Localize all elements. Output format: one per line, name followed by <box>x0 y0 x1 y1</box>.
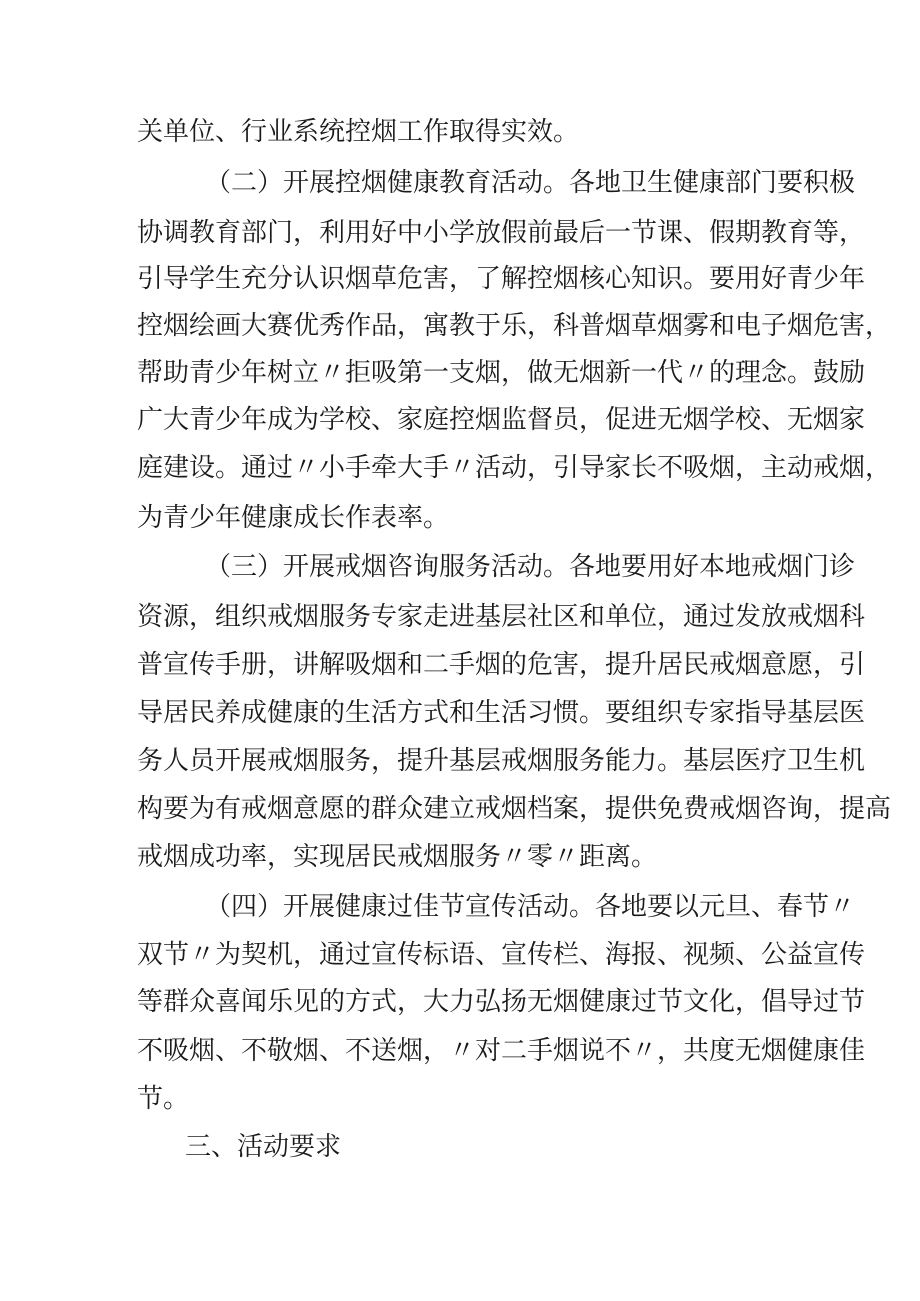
text-line: 帮助青少年树立〃拒吸第一支烟，做无烟新一代〃的理念。鼓励 <box>137 358 866 388</box>
text-line: （四）开展健康过佳节宣传活动。各地要以元旦、春节〃 <box>205 892 856 922</box>
text-line: 普宣传手册，讲解吸烟和二手烟的危害，提升居民戒烟意愿，引 <box>137 650 866 680</box>
text-line: 不吸烟、不敬烟、不送烟，〃对二手烟说不〃，共度无烟健康佳 <box>137 1036 866 1066</box>
text-line: 等群众喜闻乐见的方式，大力弘扬无烟健康过节文化，倡导过节 <box>137 987 866 1017</box>
text-line: 关单位、行业系统控烟工作取得实效。 <box>137 117 580 147</box>
text-line: 控烟绘画大赛优秀作品，寓教于乐，科普烟草烟雾和电子烟危害， <box>137 311 892 341</box>
text-line: 节。 <box>137 1084 190 1114</box>
text-line: 构要为有戒烟意愿的群众建立戒烟档案，提供免费戒烟咨询，提高 <box>137 794 892 824</box>
text-line: 引导学生充分认识烟草危害，了解控烟核心知识。要用好青少年 <box>137 264 866 294</box>
text-line: 戒烟成功率，实现居民戒烟服务〃零〃距离。 <box>137 842 658 872</box>
text-line: 务人员开展戒烟服务，提升基层戒烟服务能力。基层医疗卫生机 <box>137 746 866 776</box>
text-line: （三）开展戒烟咨询服务活动。各地要用好本地戒烟门诊 <box>205 552 856 582</box>
text-line: 庭建设。通过〃小手牵大手〃活动，引导家长不吸烟，主动戒烟， <box>137 453 892 483</box>
text-line: 广大青少年成为学校、家庭控烟监督员，促进无烟学校、无烟家 <box>137 405 866 435</box>
text-line: 协调教育部门，利用好中小学放假前最后一节课、假期教育等， <box>137 218 866 248</box>
text-line: 资源，组织戒烟服务专家走进基层社区和单位，通过发放戒烟科 <box>137 602 866 632</box>
text-line: （二）开展控烟健康教育活动。各地卫生健康部门要积极 <box>205 168 856 198</box>
section-heading: 三、活动要求 <box>185 1132 342 1162</box>
text-line: 为青少年健康成长作表率。 <box>137 503 450 533</box>
text-line: 双节〃为契机，通过宣传标语、宣传栏、海报、视频、公益宣传 <box>137 940 866 970</box>
text-line: 导居民养成健康的生活方式和生活习惯。要组织专家指导基层医 <box>137 698 866 728</box>
